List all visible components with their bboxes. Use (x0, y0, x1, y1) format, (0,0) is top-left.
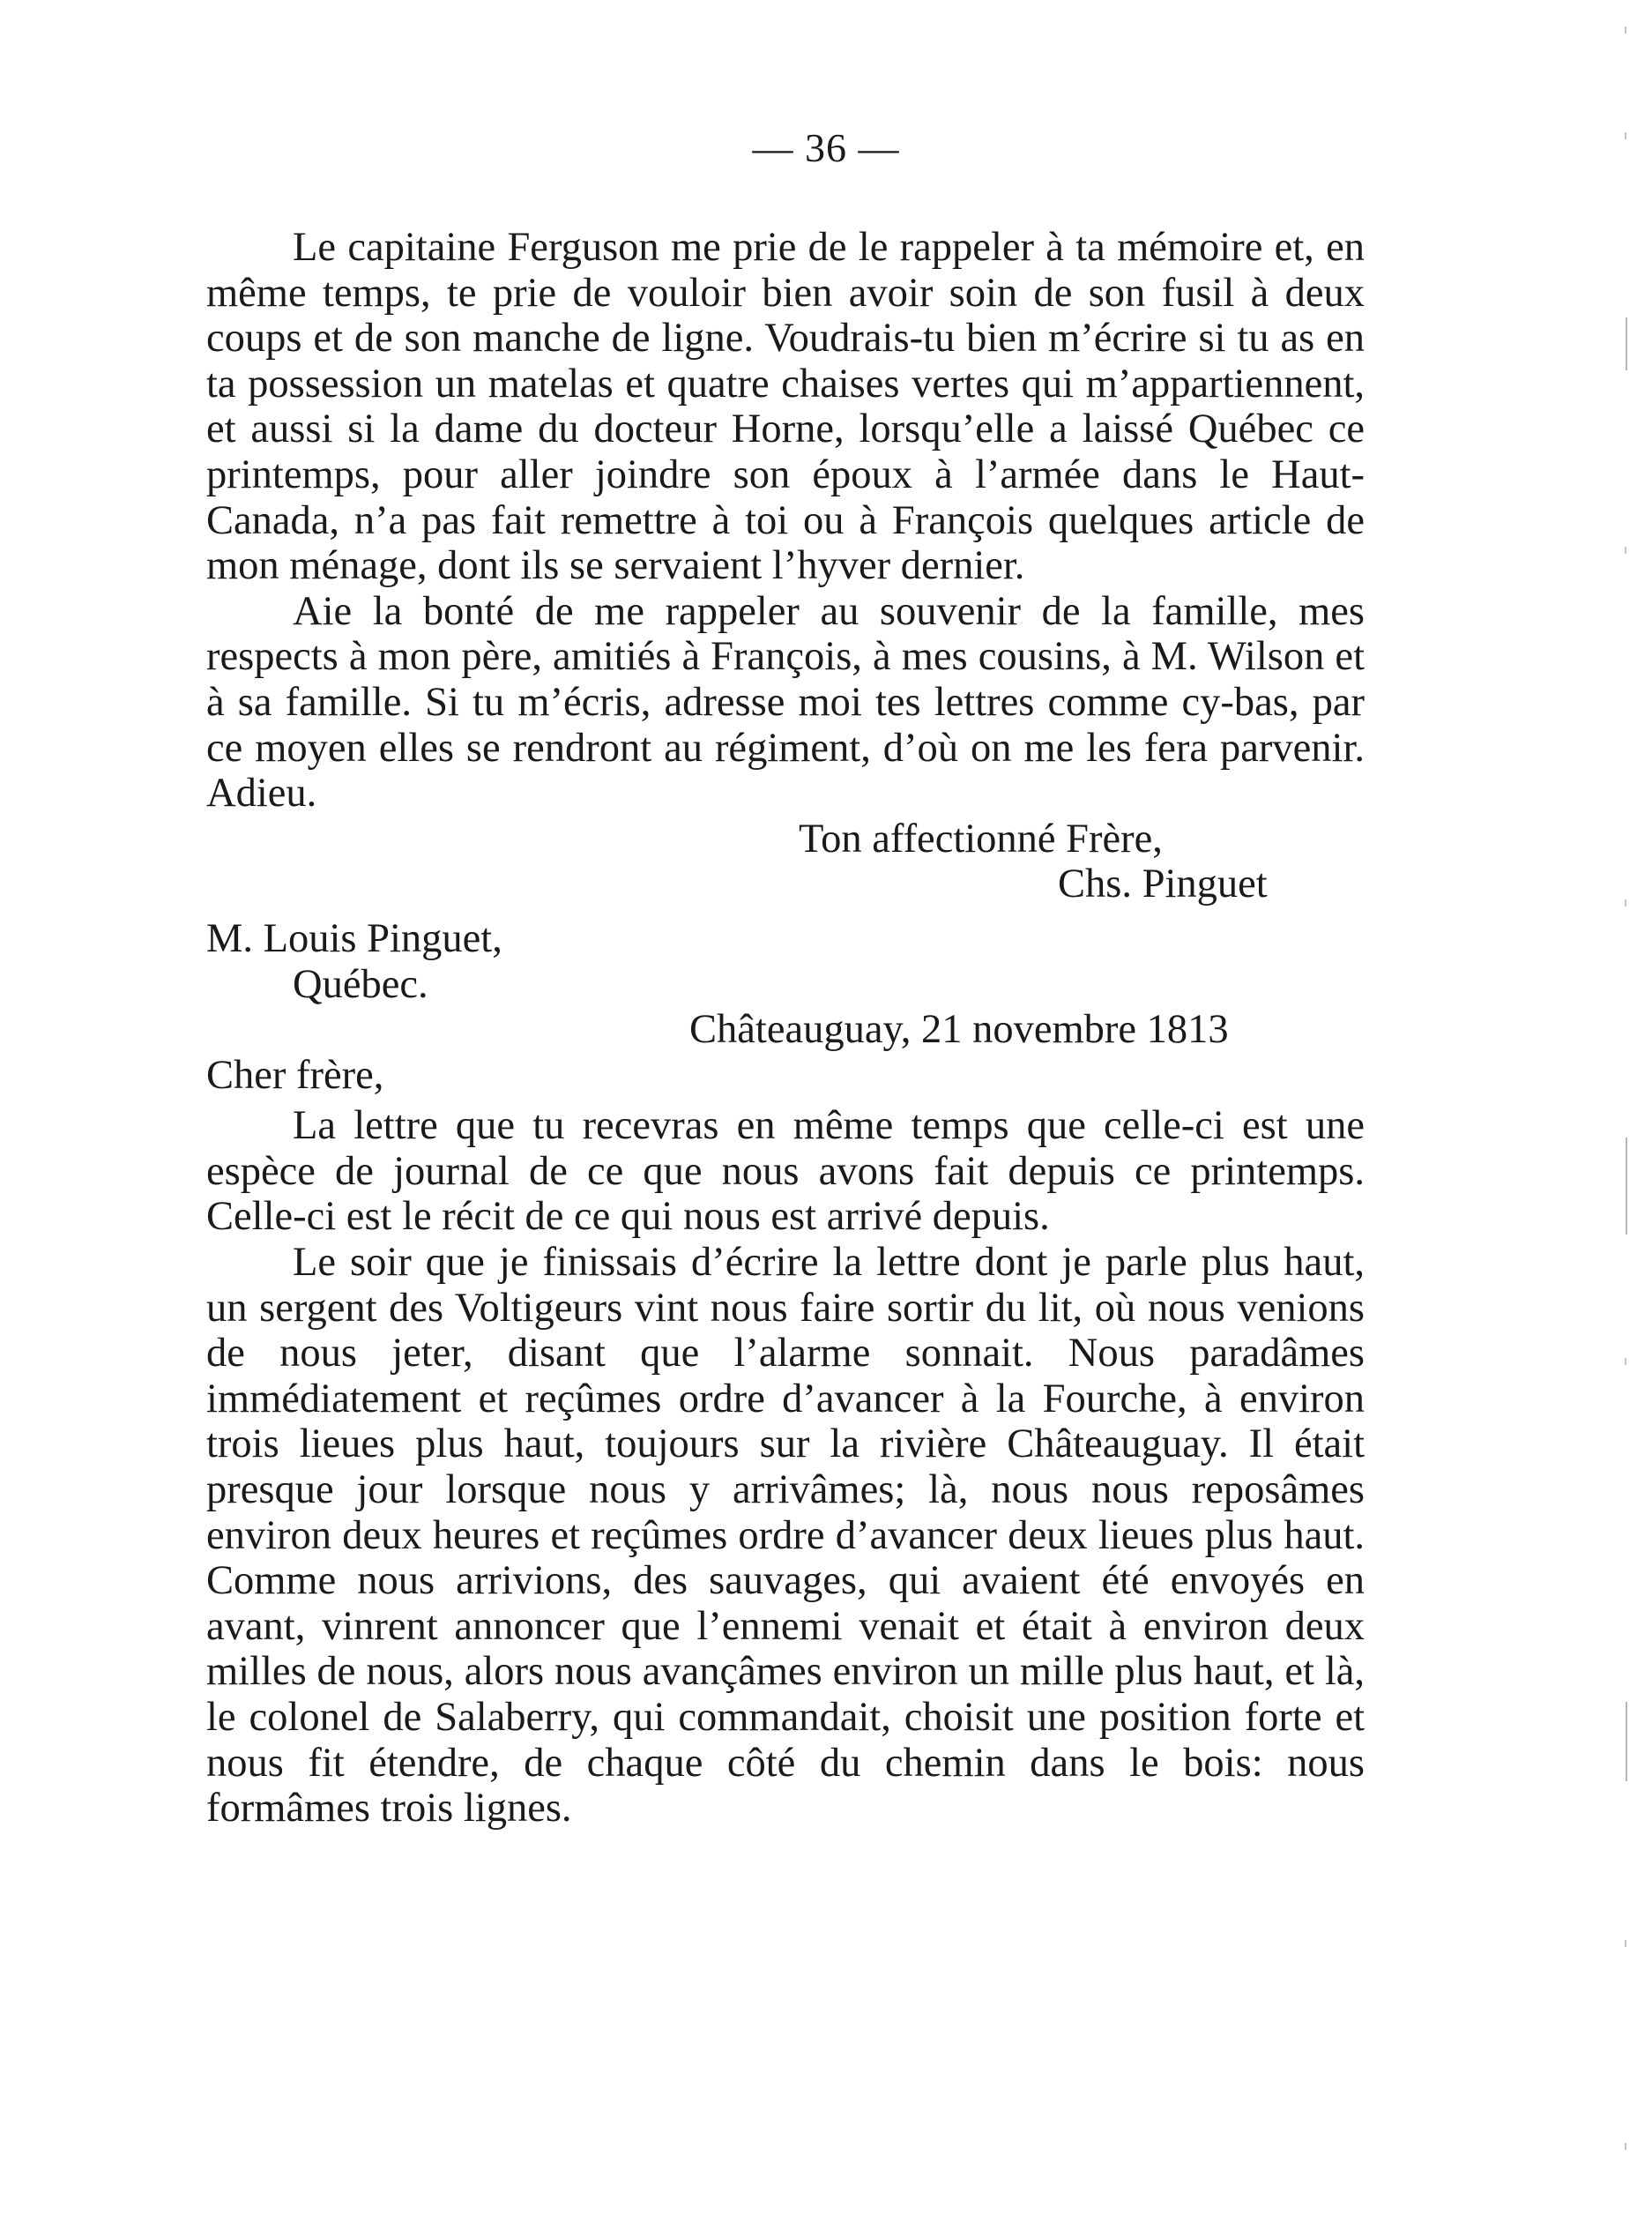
paragraph: Le soir que je finissais d’écrire la lettre dont je parle plus haut, un sergent des Voltigeurs vint nous faire sortir du lit, où nous venions de nous jeter, disant que l’alarme sonnait. Nous paradâmes immédiatement et reçûmes ordre d’avancer à la Fourche, à environ trois lieues plus haut, toujours sur la rivière Châteauguay. Il était presque jour lorsque nous y arrivâmes; là, nous nous reposâmes environ deux heures et reçûmes ordre d’avancer deux lieues plus haut. Comme nous arrivions, des sauvages, qui avaient été envoyés en avant, vinrent annoncer que l’ennemi venait et était à environ deux milles de nous, alors nous avançâmes environ un mille plus haut, et là, le colonel de Salaberry, qui commandait, choisit une position forte et nous fit étendre, de chaque côté du chemin dans le bois: nous formâmes trois lignes. (206, 1240, 1365, 1831)
salutation: Cher frère, (206, 1052, 384, 1098)
scan-edge-mark (1625, 547, 1626, 554)
addressee-name: M. Louis Pinguet, (206, 915, 502, 961)
scan-edge-mark (1625, 26, 1626, 34)
paragraph: Aie la bonté de me rappeler au souvenir de la famille, mes respects à mon père, amitiés à François, à mes cousins, à M. Wilson et à sa famille. Si tu m’écris, adresse moi tes lettres comme cy-bas, par ce moyen elles se rendront au régiment, d’où on me les fera parvenir. Adieu. (206, 588, 1365, 817)
scan-edge-line (1626, 317, 1627, 370)
letter-body (206, 225, 1365, 1831)
page-number: — 36 — (752, 125, 900, 170)
paragraph: La lettre que tu recevras en même temps que celle-ci est une espèce de journal de ce que nous avons fait depuis ce printemps. Celle-ci est le récit de ce qui nous est arrivé depuis. (206, 1103, 1365, 1240)
scan-edge-line (1626, 1702, 1627, 1781)
scan-edge-mark (1625, 899, 1626, 906)
addressee-city: Québec. (293, 961, 428, 1007)
scan-edge-mark (1625, 1358, 1626, 1365)
scan-edge-line (1626, 1138, 1627, 1235)
scan-edge-mark (1625, 2143, 1626, 2150)
signature: Chs. Pinguet (1058, 862, 1268, 907)
scan-edge-mark (1625, 1940, 1626, 1947)
paragraph: Le capitaine Ferguson me prie de le rappeler à ta mémoire et, en même temps, te prie de vouloir bien avoir soin de son fusil à deux coups et de son manche de ligne. Voudrais-tu bien m’écrire si tu as en ta possession un matelas et quatre chaises vertes qui m’appartiennent, et aussi si la dame du docteur Horne, lorsqu’elle a laissé Québec ce printemps, pour aller joindre son époux à l’armée dans le Haut-Canada, n’a pas fait remettre à toi ou à François quelques article de mon ménage, dont ils se servaient l’hyver dernier. (206, 225, 1365, 589)
closing-line: Ton affectionné Frère, (799, 816, 1163, 862)
dateline: Châteauguay, 21 novembre 1813 (689, 1007, 1229, 1053)
